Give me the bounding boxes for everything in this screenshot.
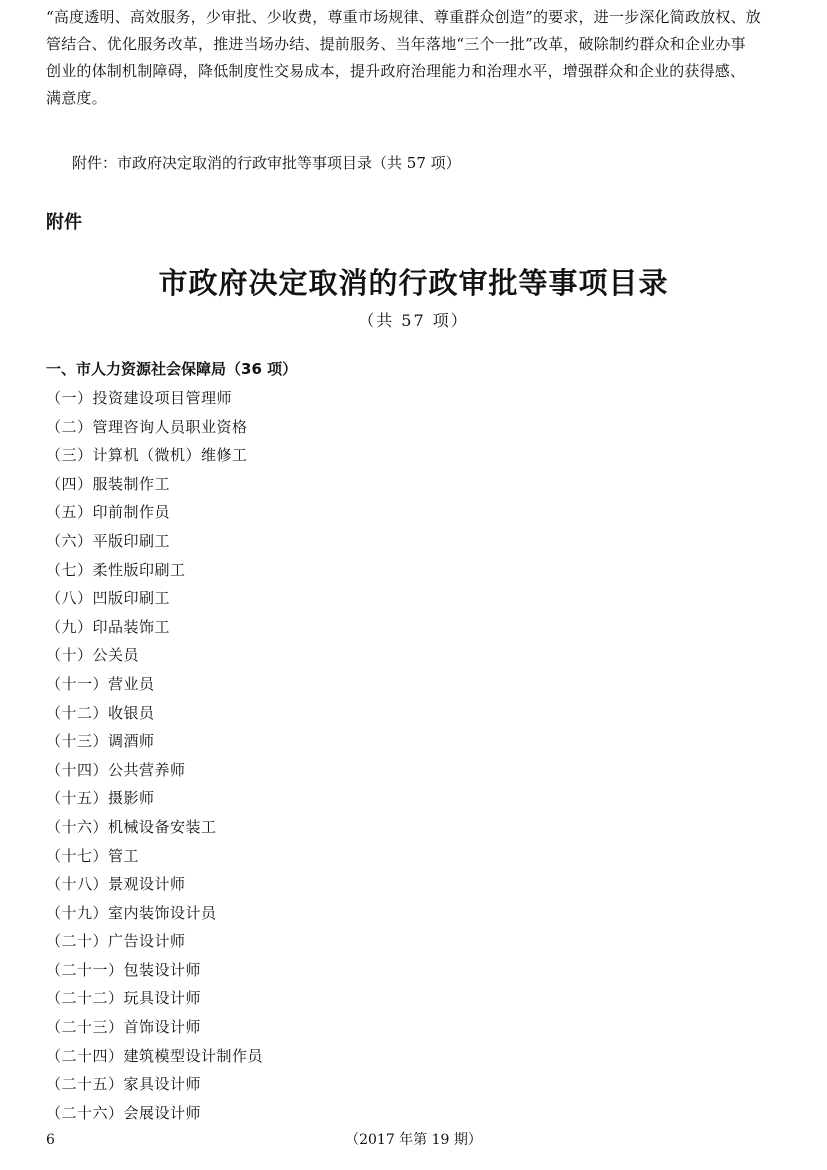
intro-line: “高度透明、高效服务，少审批、少收费，尊重市场规律、尊重群众创造”的要求，进一步深化简政放权、放 bbox=[46, 8, 761, 26]
list-item: （十二）收银员 bbox=[46, 703, 155, 722]
list-item: （四）服装制作工 bbox=[46, 474, 171, 493]
document-subtitle: （共 57 项） bbox=[358, 311, 469, 330]
list-item: （三）计算机（微机）维修工 bbox=[46, 446, 248, 465]
list-item: （十八）景观设计师 bbox=[46, 875, 186, 894]
list-item: （六）平版印刷工 bbox=[46, 531, 171, 550]
list-item: （十六）机械设备安装工 bbox=[46, 817, 217, 836]
intro-paragraph bbox=[46, 4, 816, 112]
list-item: （十一）营业员 bbox=[46, 674, 155, 693]
list-item: （十四）公共营养师 bbox=[46, 760, 186, 779]
list-item: （二十一）包装设计师 bbox=[46, 960, 202, 979]
list-item: （十七）管工 bbox=[46, 846, 140, 865]
list-item: （八）凹版印刷工 bbox=[46, 589, 171, 608]
intro-line: 满意度。 bbox=[46, 89, 107, 107]
intro-line: 管结合、优化服务改革，推进当场办结、提前服务、当年落地“三个一批”改革，破除制约群众和企业办事 bbox=[46, 35, 746, 53]
item-list bbox=[46, 386, 263, 1129]
list-item: （一）投资建设项目管理师 bbox=[46, 389, 233, 407]
page-number: 6 bbox=[46, 1132, 55, 1148]
list-item: （十）公关员 bbox=[46, 646, 140, 665]
list-item: （九）印品装饰工 bbox=[46, 617, 171, 636]
issue-label: （2017 年第 19 期） bbox=[345, 1132, 482, 1148]
list-item: （二十）广告设计师 bbox=[46, 932, 186, 951]
list-item: （十三）调酒师 bbox=[46, 732, 155, 751]
list-item: （十九）室内装饰设计员 bbox=[46, 903, 217, 922]
attachment-label: 附件 bbox=[46, 212, 82, 233]
list-item: （二十六）会展设计师 bbox=[46, 1103, 202, 1122]
section-heading: 一、市人力资源社会保障局（36 项） bbox=[46, 360, 298, 378]
list-item: （二十四）建筑模型设计制作员 bbox=[46, 1046, 264, 1065]
intro-line: 创业的体制机制障碍，降低制度性交易成本，提升政府治理能力和治理水平，增强群众和企业的获得感、 bbox=[46, 62, 746, 80]
list-item: （二十五）家具设计师 bbox=[46, 1075, 202, 1094]
list-item: （二十三）首饰设计师 bbox=[46, 1018, 202, 1037]
list-item: （五）印前制作员 bbox=[46, 503, 171, 522]
list-item: （十五）摄影师 bbox=[46, 789, 155, 808]
document-title: 市政府决定取消的行政审批等事项目录 bbox=[158, 266, 669, 300]
list-item: （二十二）玩具设计师 bbox=[46, 989, 202, 1008]
list-item: （七）柔性版印刷工 bbox=[46, 560, 186, 579]
list-item: （二）管理咨询人员职业资格 bbox=[46, 417, 248, 436]
attachment-note: 附件：市政府决定取消的行政审批等事项目录（共 57 项） bbox=[72, 154, 461, 172]
